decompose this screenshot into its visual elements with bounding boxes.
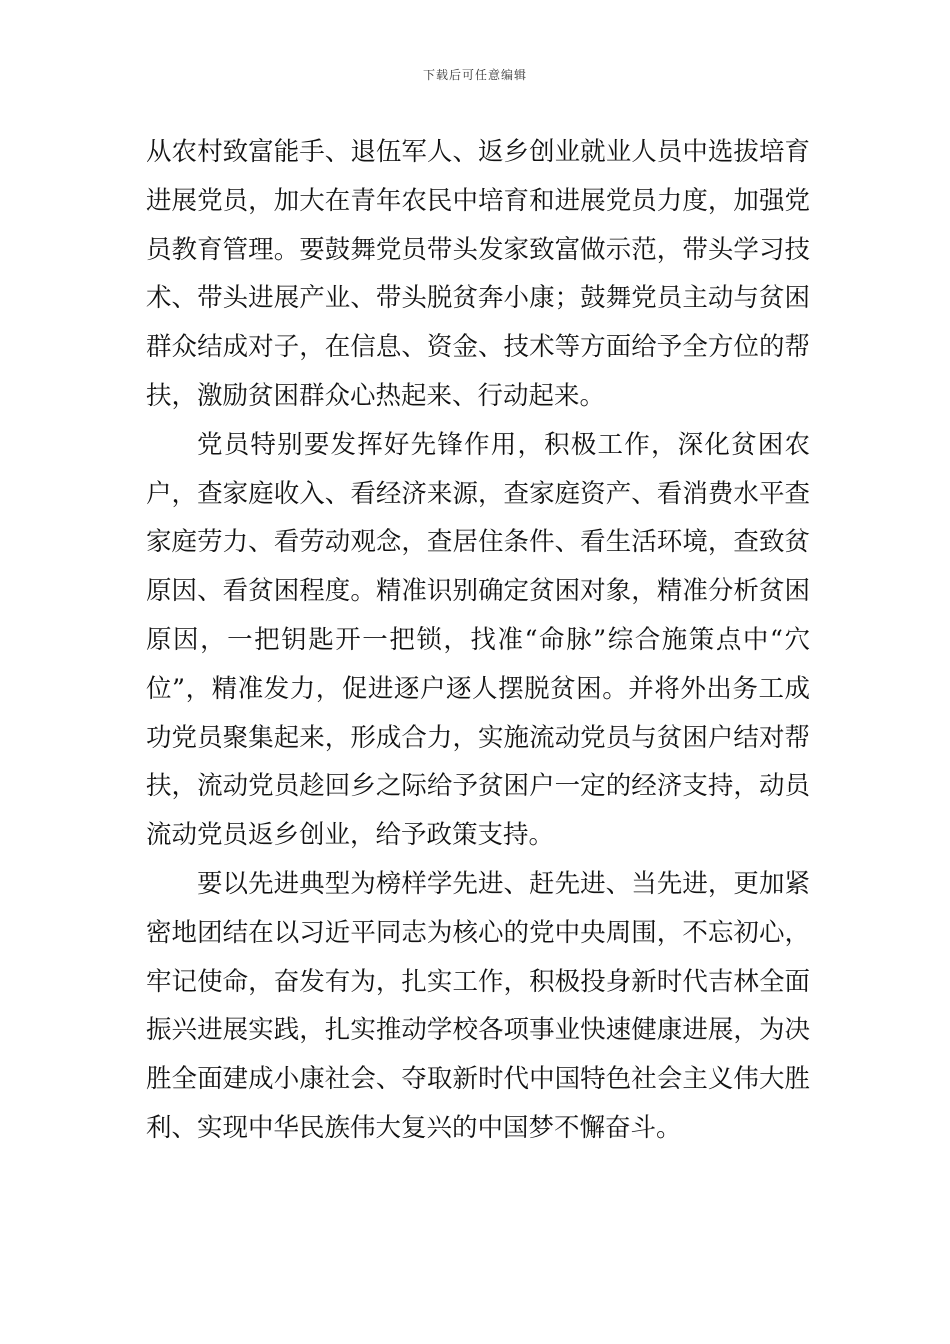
paragraph-1: 从农村致富能手、退伍军人、返乡创业就业人员中选拔培育进展党员，加大在青年农民中培育和进展党员力度，加强党员教育管理。要鼓舞党员带头发家致富做示范，带头学习技术、带头进展产业、带头脱贫奔小康；鼓舞党员主动与贫困群众结成对子，在信息、资金、技术等方面给予全方位的帮扶，激励贫困群众心热起来、行动起来。: [146, 137, 810, 411]
document-body: [146, 128, 810, 1153]
page-header-note: 下载后可任意编辑: [422, 68, 527, 82]
paragraph-3: 要以先进典型为榜样学先进、赶先进、当先进，更加紧密地团结在以习近平同志为核心的党中央周围，不忘初心，牢记使命，奋发有为，扎实工作，积极投身新时代吉林全面振兴进展实践，扎实推动学校各项事业快速健康进展，为决胜全面建成小康社会、夺取新时代中国特色社会主义伟大胜利、实现中华民族伟大复兴的中国梦不懈奋斗。: [146, 868, 810, 1143]
paragraph-2: 党员特别要发挥好先锋作用，积极工作，深化贫困农户，查家庭收入、看经济来源，查家庭资产、看消费水平查家庭劳力、看劳动观念，查居住条件、看生活环境，查致贫原因、看贫困程度。精准识别确定贫困对象，精准分析贫困原因，一把钥匙开一把锁，找准“命脉”综合施策点中“穴位”，精准发力，促进逐户逐人摆脱贫困。并将外出务工成功党员聚集起来，形成合力，实施流动党员与贫困户结对帮扶，流动党员趁回乡之际给予贫困户一定的经济支持，动员流动党员返乡创业，给予政策支持。: [146, 429, 810, 851]
